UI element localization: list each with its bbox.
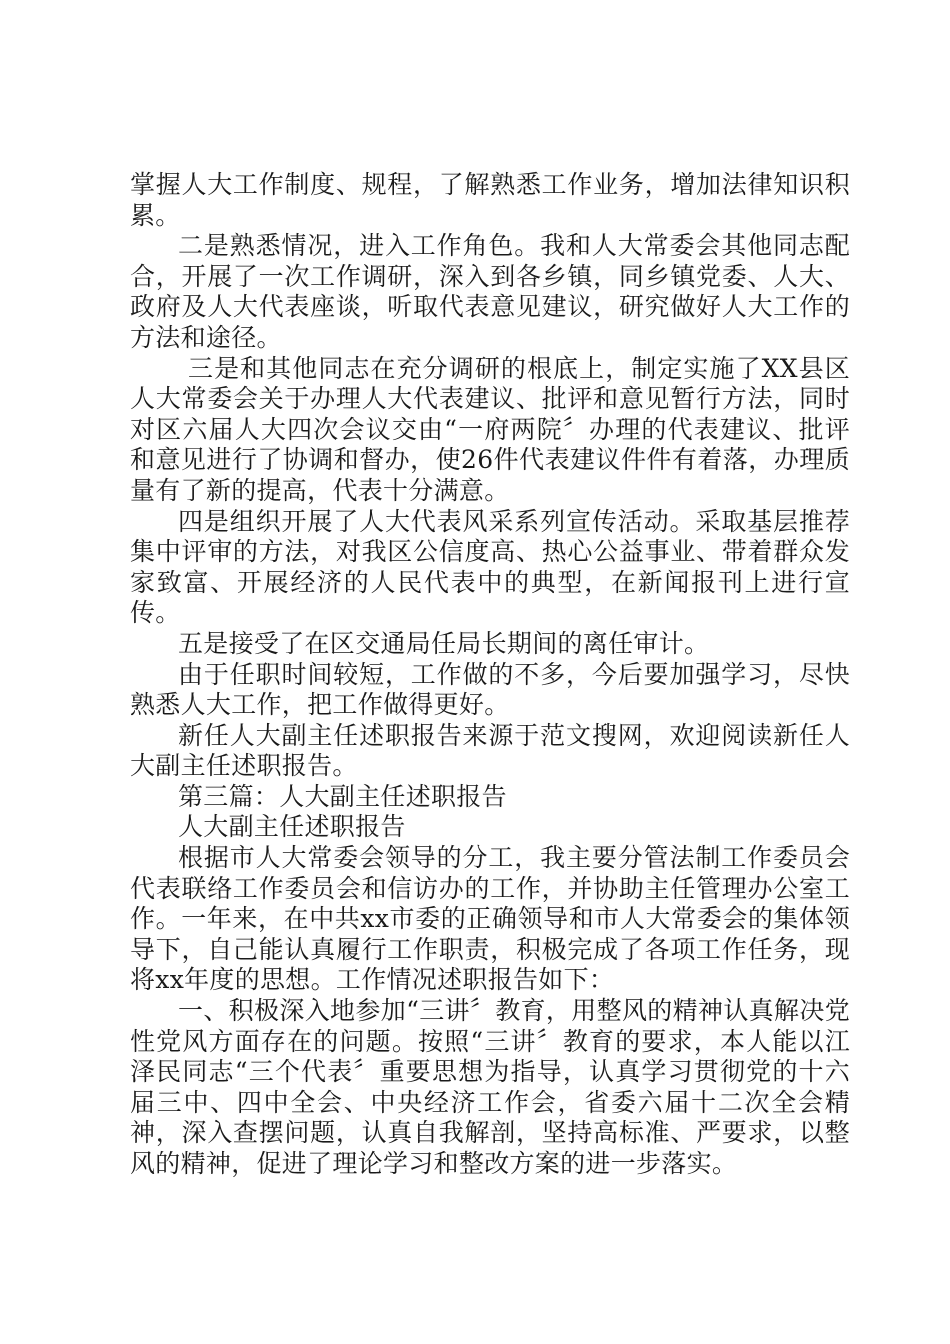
paragraph-conclusion: 由于任职时间较短，工作做的不多，今后要加强学习，尽快熟悉人大工作，把工作做得更好。 — [130, 659, 850, 720]
section-heading: 第三篇：人大副主任述职报告 — [178, 781, 507, 811]
paragraph-point-two: 二是熟悉情况，进入工作角色。我和人大常委会其他同志配合，开展了一次工作调研，深入到各乡镇，同乡镇党委、人大、政府及人大代表座谈，听取代表意见建议，研究做好人大工作的方法和途径。 — [130, 231, 850, 352]
paragraph-intro: 根据市人大常委会领导的分工，我主要分管法制工作委员会代表联络工作委员会和信访办的工作，并协助主任管理办公室工作。一年来，在中共xx市委的正确领导和市人大常委会的集体领导下，自己能认真履行工作职责，积极完成了各项工作任务，现将xx年度的思想。工作情况述职报告如下： — [130, 843, 850, 995]
paragraph-section-one: 一、积极深入地参加“三讲〞教育，用整风的精神认真解决党性党风方面存在的问题。按照“三讲〞教育的要求，本人能以江泽民同志“三个代表〞重要思想为指导，认真学习贯彻党的十六届三中、四中全会、中央经济工作会，省委六届十二次全会精神，深入查摆问题，认真自我解剖，坚持高标准、严要求，以整风的精神，促进了理论学习和整改方案的进一步落实。 — [130, 996, 850, 1178]
paragraph-point-five: 五是接受了在区交通局任局长期间的离任审计。 — [178, 628, 710, 658]
document-body — [130, 170, 850, 1180]
report-title: 人大副主任述职报告 — [178, 812, 406, 842]
paragraph-continuation: 掌握人大工作制度、规程，了解熟悉工作业务，增加法律知识积累。 — [130, 170, 850, 230]
paragraph-source-note: 新任人大副主任述职报告来源于范文搜网，欢迎阅读新任人大副主任述职报告。 — [130, 720, 850, 781]
paragraph-point-four: 四是组织开展了人大代表风采系列宣传活动。采取基层推荐集中评审的方法，对我区公信度高、热心公益事业、带着群众发家致富、开展经济的人民代表中的典型，在新闻报刊上进行宣传。 — [130, 506, 850, 628]
paragraph-point-three: 三是和其他同志在充分调研的根底上，制定实施了XX县区人大常委会关于办理人大代表建议、批评和意见暂行方法，同时对区六届人大四次会议交由“一府两院〞办理的代表建议、批评和意见进行了协调和督办，使26件代表建议件件有着落，办理质量有了新的提高，代表十分满意。 — [130, 353, 850, 505]
